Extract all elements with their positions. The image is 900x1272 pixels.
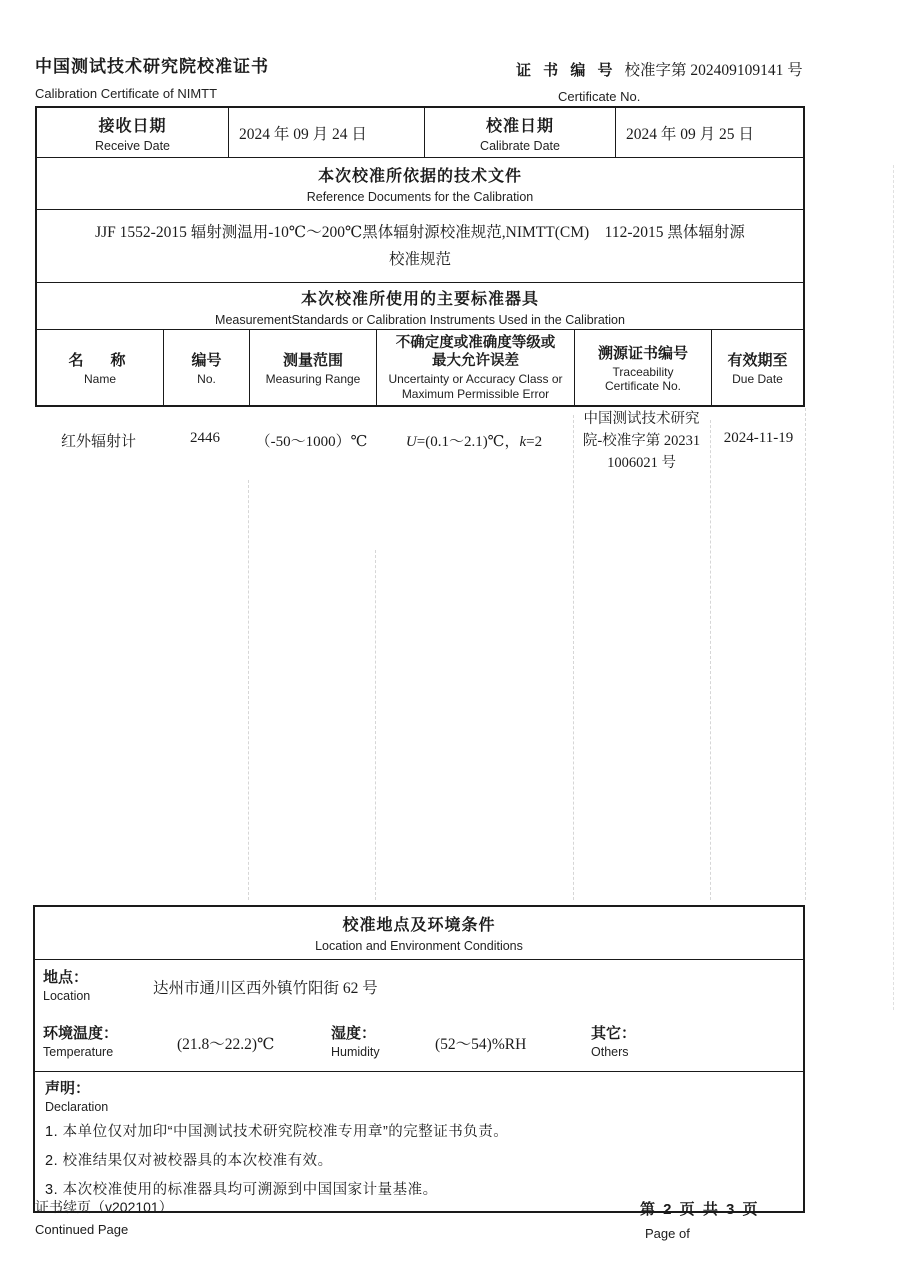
temperature-label: 环境温度： [43, 1025, 119, 1042]
column-header-traceability-en1: Traceability [612, 364, 674, 379]
column-header-due-date [712, 330, 803, 405]
uncertainty-k-symbol: k [519, 434, 527, 450]
receive-date-label-cell [37, 108, 229, 157]
declaration-label: 声明： [45, 1080, 91, 1097]
temperature-value: (21.8～22.2)℃ [177, 1036, 275, 1053]
column-header-range [250, 330, 377, 405]
scan-artifact-line [710, 420, 711, 900]
standards-section-title-english: MeasurementStandards or Calibration Instruments Used in the Calibration [215, 312, 625, 327]
declaration-item-2: 2. 校准结果仅对被校器具的本次校准有效。 [45, 1153, 333, 1169]
column-header-traceability-cn: 溯源证书编号 [597, 344, 688, 362]
column-header-uncertainty-cn1: 不确定度或准确度等级或 [395, 335, 556, 351]
humidity-label-english: Humidity [331, 1045, 380, 1059]
standard-no: 2446 [190, 430, 220, 446]
column-header-traceability [575, 330, 712, 405]
page-title-english: Calibration Certificate of NIMTT [35, 86, 218, 101]
location-label-block [43, 966, 90, 1003]
humidity-value: (52～54)%RH [435, 1036, 527, 1053]
uncertainty-mid: =(0.1～2.1)℃， [416, 434, 520, 450]
traceability-line1: 中国测试技术研究 [583, 411, 700, 427]
reference-documents-line1: JJF 1552-2015 辐射测温用-10℃～200℃黑体辐射源校准规范,NIMTT(CM) 112-2015 黑体辐射源 [95, 224, 745, 241]
declaration-section [35, 1072, 803, 1211]
scan-artifact-line [375, 550, 376, 900]
column-header-uncertainty-cn2: 最大允许误差 [432, 353, 519, 369]
standard-traceability-certificate [573, 408, 710, 474]
certificate-number-label-english: Certificate No. [558, 89, 641, 104]
humidity-label: 湿度： [331, 1025, 377, 1042]
column-header-no-cn: 编号 [191, 351, 222, 369]
reference-section-title-english: Reference Documents for the Calibration [306, 190, 534, 204]
location-section-title: 校准地点及环境条件 [342, 917, 496, 934]
column-header-uncertainty [377, 330, 575, 405]
receive-date-value-cell [229, 108, 425, 157]
calibrate-date-value-cell [616, 108, 803, 157]
location-label: 地点： [43, 969, 89, 986]
footer-continued-page-cn: 证书续页（v202101） [35, 1199, 173, 1215]
column-header-traceability-en2: Certificate No. [604, 379, 682, 393]
standard-due-date: 2024-11-19 [723, 430, 794, 446]
column-header-name-en: Name [83, 371, 116, 386]
environment-row [35, 1018, 803, 1072]
location-row [35, 960, 803, 1018]
scan-artifact-line [805, 408, 806, 900]
traceability-line2: 院-校准字第 20231 [582, 433, 701, 449]
declaration-items [45, 1118, 793, 1205]
column-header-range-cn: 测量范围 [282, 351, 343, 369]
location-value: 达州市通川区西外镇竹阳街 62 号 [153, 980, 378, 997]
traceability-line3: 1006021 号 [607, 455, 676, 471]
others-label-english: Others [591, 1045, 629, 1059]
others-label: 其它： [591, 1025, 637, 1042]
uncertainty-end: =2 [526, 434, 543, 450]
calibrate-date-label-english: Calibrate Date [480, 138, 560, 153]
location-section-title-english: Location and Environment Conditions [315, 939, 523, 953]
main-table [35, 106, 805, 407]
calibrate-date-value: 2024 年 09 月 25 日 [626, 125, 754, 143]
standards-header-row [37, 330, 803, 405]
column-header-name [37, 330, 164, 405]
calibrate-date-label-cell [425, 108, 616, 157]
column-header-uncertainty-en: Uncertainty or Accuracy Class or Maximum Permissible Error [388, 372, 563, 401]
certificate-number-label: 证 书 编 号 [516, 62, 617, 79]
dates-row [37, 108, 803, 158]
uncertainty-u-symbol: U [405, 434, 417, 450]
reference-section-title-row [37, 158, 803, 210]
temperature-label-english: Temperature [43, 1045, 114, 1059]
certificate-number-value: 校准字第 202409109141 号 [624, 62, 803, 79]
standards-section-title-row [37, 283, 803, 330]
column-header-name-cn: 名 称 [68, 351, 132, 369]
column-header-no [164, 330, 250, 405]
reference-section-title: 本次校准所依据的技术文件 [317, 168, 522, 185]
humidity-label-block [331, 1022, 380, 1059]
calibrate-date-label: 校准日期 [485, 117, 554, 135]
standards-section-title: 本次校准所使用的主要标准器具 [300, 290, 539, 308]
scan-artifact-line [248, 480, 249, 900]
declaration-item-3: 3. 本次校准使用的标准器具均可溯源到中国国家计量基准。 [45, 1182, 438, 1198]
others-label-block [591, 1022, 636, 1059]
footer-page-number-cn: 第 2 页 共 3 页 [640, 1201, 760, 1218]
column-header-no-en: No. [197, 371, 216, 386]
column-header-due-date-en: Due Date [732, 371, 783, 386]
receive-date-label-english: Receive Date [94, 138, 171, 153]
receive-date-label: 接收日期 [98, 117, 167, 135]
location-environment-box [33, 905, 805, 1213]
scan-artifact-line [573, 415, 574, 900]
footer-continued-page-en: Continued Page [35, 1222, 129, 1237]
standard-name: 红外辐射计 [60, 434, 136, 450]
location-label-english: Location [43, 989, 91, 1003]
location-section-title-row [35, 907, 803, 960]
declaration-item-1: 1. 本单位仅对加印“中国测试技术研究院校准专用章”的完整证书负责。 [45, 1124, 509, 1140]
column-header-range-en: Measuring Range [265, 371, 361, 386]
reference-documents-text [37, 210, 803, 283]
receive-date-value: 2024 年 09 月 24 日 [239, 125, 367, 143]
column-header-due-date-cn: 有效期至 [727, 351, 788, 369]
scan-artifact-line [893, 165, 894, 1010]
certificate-number [516, 58, 803, 80]
standard-uncertainty [375, 430, 573, 451]
footer-page-number-en: Page of [645, 1226, 690, 1241]
page-title: 中国测试技术研究院校准证书 [35, 57, 269, 76]
standard-measuring-range: （-50～1000）℃ [255, 434, 368, 450]
reference-documents-line2: 校准规范 [388, 251, 451, 268]
declaration-label-english: Declaration [45, 1100, 109, 1114]
temperature-label-block [43, 1022, 118, 1059]
